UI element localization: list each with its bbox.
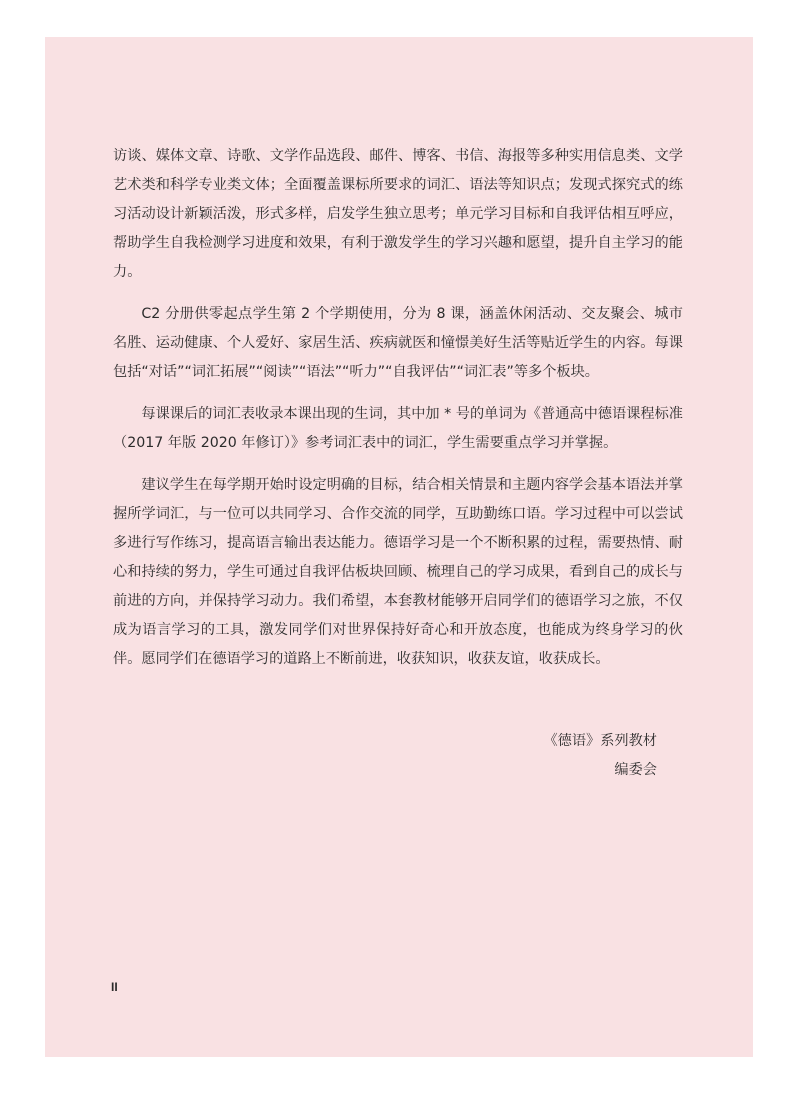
page-number: II [111, 980, 118, 994]
paragraph-study-advice: 建议学生在每学期开始时设定明确的目标，结合相关情景和主题内容学会基本语法并掌握所学词汇，与一位可以共同学习、合作交流的同学，互助勤练口语。学习过程中可以尝试多进行写作练习，提高语言输出表达能力。德语学习是一个不断积累的过程，需要热情、耐心和持续的努力，学生可通过自我评估板块回顾、梳理自己的学习成果，看到自己的成长与前进的方向，并保持学习动力。我们希望，本套教材能够开启同学们的德语学习之旅，不仅成为语言学习的工具，激发同学们对世界保持好奇心和开放态度，也能成为终身学习的伙伴。愿同学们在德语学习的道路上不断前进，收获知识，收获友谊，收获成长。 [113, 477, 683, 667]
page [45, 37, 753, 1057]
signature-series: 《德语》系列教材 [543, 733, 657, 749]
preface-body [113, 142, 683, 687]
paragraph-c2-volume: C2 分册供零起点学生第 2 个学期使用，分为 8 课，涵盖休闲活动、交友聚会、城市名胜、运动健康、个人爱好、家居生活、疾病就医和憧憬美好生活等贴近学生的内容。每课包括“对话”“词汇拓展”“阅读”“语法”“听力”“自我评估”“词汇表”等多个板块。 [113, 306, 683, 380]
signature [543, 727, 657, 785]
paragraph-genres: 访谈、媒体文章、诗歌、文学作品选段、邮件、博客、书信、海报等多种实用信息类、文学艺术类和科学专业类文体；全面覆盖课标所要求的词汇、语法等知识点；发现式探究式的练习活动设计新颖活泼，形式多样，启发学生独立思考；单元学习目标和自我评估相互呼应，帮助学生自我检测学习进度和效果，有利于激发学生的学习兴趣和愿望，提升自主学习的能力。 [113, 148, 683, 280]
signature-committee: 编委会 [614, 762, 657, 778]
paragraph-vocabulary-list: 每课课后的词汇表收录本课出现的生词，其中加 * 号的单词为《普通高中德语课程标准（2017 年版 2020 年修订）》参考词汇表中的词汇，学生需要重点学习并掌握。 [113, 406, 683, 451]
